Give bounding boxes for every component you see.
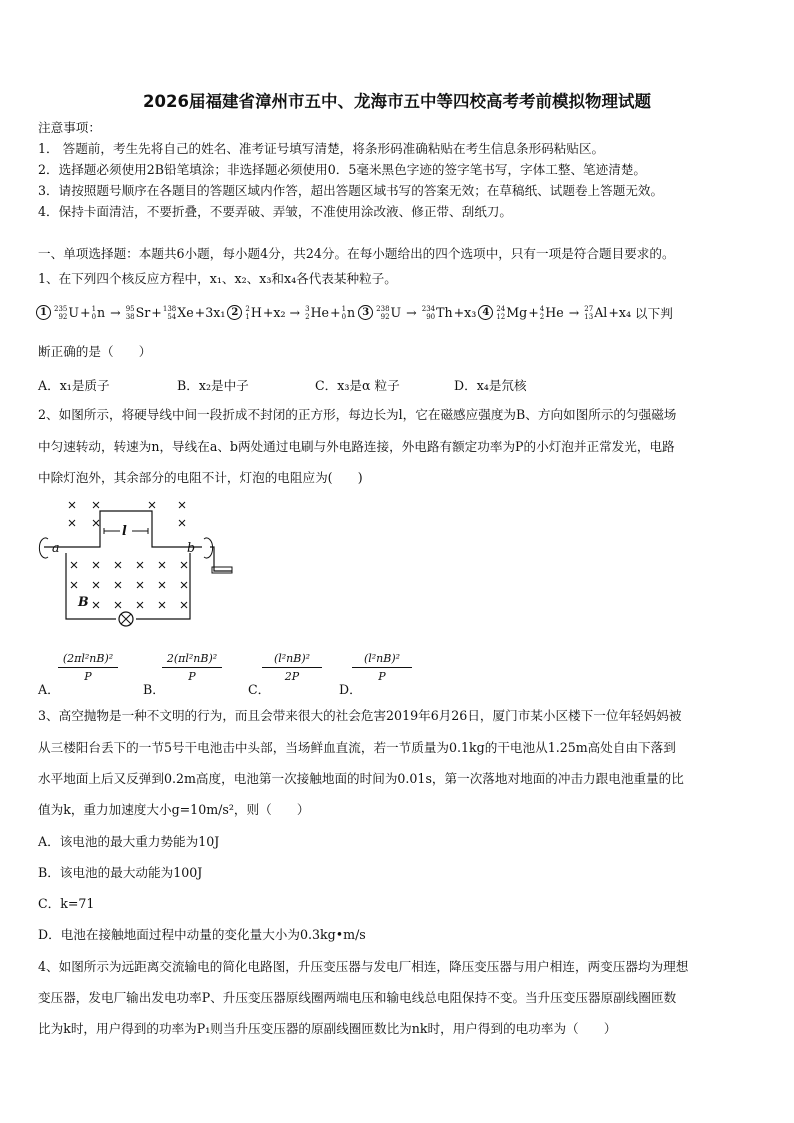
- cross-mark: [179, 502, 185, 508]
- q2-option-d-label: D．: [339, 682, 362, 697]
- q4-line: 4、如图所示为远距离交流输电的简化电路图，升压变压器与发电厂相连，降压变压器与用户相连，两变压器均为理想: [38, 959, 689, 974]
- cross-mark: [159, 602, 165, 608]
- q1-stem: 1、在下列四个核反应方程中，x₁、x₂、x₃和x₄各代表某种粒子。: [38, 271, 397, 286]
- circled-number: 3: [358, 305, 373, 320]
- q1-continuation: 断正确的是（ ）: [38, 344, 152, 359]
- circled-number: 1: [36, 305, 51, 320]
- cross-mark: [137, 582, 143, 588]
- cross-mark: [179, 520, 185, 526]
- q3-option-d: D．电池在接触地面过程中动量的变化量大小为0.3kg•m/s: [38, 927, 366, 942]
- cross-mark: [159, 582, 165, 588]
- cross-mark: [149, 502, 155, 508]
- cross-mark: [69, 520, 75, 526]
- q3-option-c: C．k=71: [38, 896, 95, 911]
- cross-mark: [181, 602, 187, 608]
- q1-option-a: A．x₁是质子: [38, 378, 110, 393]
- arrow-icon: →: [568, 305, 580, 320]
- q1-option-d: D．x₄是氘核: [454, 378, 527, 393]
- q3-option-b: B．该电池的最大动能为100J: [38, 865, 203, 880]
- cross-mark: [159, 562, 165, 568]
- cross-mark: [115, 582, 121, 588]
- q2-option-a-fraction: $\frac{\text{(2πl²nB)²}}{P}$: [58, 652, 118, 683]
- q4-line: 比为k时，用户得到的功率为P₁则当升压变压器的原副线圈匝数比为nk时，用户得到的电功率为（ ）: [38, 1021, 617, 1036]
- cross-mark: [71, 582, 77, 588]
- q3-line: 值为k，重力加速度大小g=10m/s²，则（ ）: [38, 802, 310, 817]
- circled-number: 2: [227, 305, 242, 320]
- notice-item: 2．选择题必须使用2B铅笔填涂；非选择题必须使用0．5毫米黑色字迹的签字笔书写，字体工整、笔迹清楚。: [38, 162, 647, 177]
- page-title: 2026届福建省漳州市五中、龙海市五中等四校高考考前模拟物理试题: [143, 92, 651, 111]
- q2-option-b-label: B．: [143, 682, 165, 697]
- label-a: a: [52, 540, 60, 555]
- q3-line: 3、高空抛物是一种不文明的行为，而且会带来很大的社会危害2019年6月26日，厦门市某小区楼下一位年轻妈妈被: [38, 708, 682, 723]
- q3-line: 水平地面上后又反弹到0.2m高度，电池第一次接触地面的时间为0.01s，第一次落地对地面的冲击力跟电池重量的比: [38, 771, 684, 786]
- cross-mark: [93, 602, 99, 608]
- cross-mark: [93, 582, 99, 588]
- q2-figure: [34, 495, 244, 635]
- circled-number: 4: [478, 305, 493, 320]
- arrow-icon: →: [110, 305, 121, 320]
- cross-mark: [93, 502, 99, 508]
- q2-line: 2、如图所示，将硬导线中间一段折成不封闭的正方形，每边长为l，它在磁感应强度为B、方向如图所示的匀强磁场: [38, 407, 677, 422]
- q2-line: 中匀速转动，转速为n，导线在a、b两处通过电刷与外电路连接，外电路有额定功率为P的小灯泡并正常发光，电路: [38, 439, 675, 454]
- q2-line: 中除灯泡外，其余部分的电阻不计，灯泡的电阻应为( ): [38, 470, 363, 485]
- q1-option-c: C．x₃是α 粒子: [315, 378, 400, 393]
- label-l: l: [122, 523, 127, 538]
- cross-mark: [115, 602, 121, 608]
- cross-mark: [181, 582, 187, 588]
- notice-item: 3．请按照题号顺序在各题目的答题区域内作答，超出答题区域书写的答案无效；在草稿纸、试题卷上答题无效。: [38, 183, 664, 198]
- cross-mark: [93, 562, 99, 568]
- notice-item: 4．保持卡面清洁，不要折叠，不要弄破、弄皱，不准使用涂改液、修正带、刮纸刀。: [38, 204, 512, 219]
- magnetic-field-crosses: [69, 502, 187, 608]
- section-heading: 一、单项选择题：本题共6小题，每小题4分，共24分。在每小题给出的四个选项中，只有一项是符合题目要求的。: [38, 246, 675, 261]
- arrow-icon: →: [406, 305, 417, 320]
- q4-line: 变压器，发电厂输出发电功率P、升压变压器原线圈两端电压和输电线总电阻保持不变。当升压变压器原副线圈匝数: [38, 990, 677, 1005]
- notice-item: 1． 答题前，考生先将自己的姓名、准考证号填写清楚，将条形码准确粘贴在考生信息条形码粘贴区。: [38, 141, 605, 156]
- q2-option-c-label: C．: [248, 682, 271, 697]
- q3-line: 从三楼阳台丢下的一节5号干电池击中头部，当场鲜血直流，若一节质量为0.1kg的干电池从1.25m高处自由下落到: [38, 740, 676, 755]
- rotation-arrow-left: [39, 538, 48, 558]
- cross-mark: [69, 502, 75, 508]
- q2-option-a-label: A．: [38, 682, 60, 697]
- q2-option-c-fraction: $\frac{\text{(l²nB)²}}{2P}$: [262, 652, 322, 683]
- cross-mark: [137, 562, 143, 568]
- cross-mark: [137, 602, 143, 608]
- rotation-arrow-right: [204, 538, 213, 558]
- arrow-icon: →: [289, 305, 301, 320]
- q1-equations: 1 235 92 U + 1 0 n → 95 38 Sr + 138 54 Xe +3x₁ 2 2 1 H +x₂ → 3 2 He + 1 0 n 3 238 92 U → 234 90 Th +x₃ 4 24 12 Mg + 4 2 He → 27 13 Al +x₄ 以下判: [36, 303, 673, 322]
- cross-mark: [115, 562, 121, 568]
- q2-option-b-fraction: $\frac{\text{2(πl²nB)²}}{P}$: [162, 652, 222, 683]
- outer-circuit: [66, 553, 190, 619]
- q3-option-a: A．该电池的最大重力势能为10J: [38, 834, 220, 849]
- cross-mark: [181, 562, 187, 568]
- label-b: b: [187, 540, 196, 555]
- cross-mark: [71, 562, 77, 568]
- cross-mark: [93, 520, 99, 526]
- q2-option-d-fraction: $\frac{\text{(l²nB)²}}{P}$: [352, 652, 412, 683]
- notice-heading: 注意事项：: [38, 120, 101, 135]
- label-B: B: [78, 594, 89, 609]
- q1-option-b: B．x₂是中子: [177, 378, 249, 393]
